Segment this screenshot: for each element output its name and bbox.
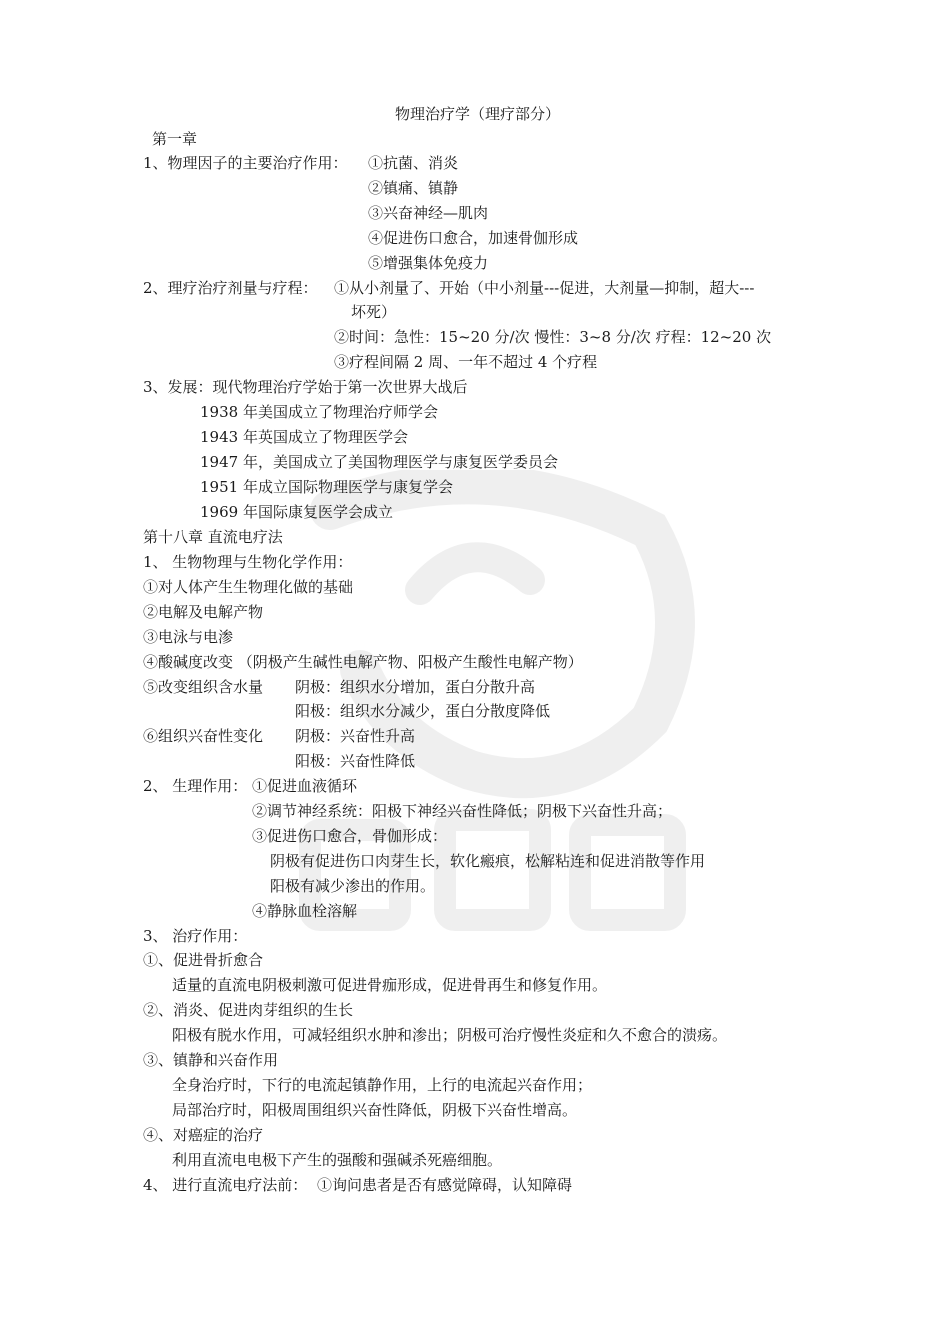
ch18-s3-text: 全身治疗时，下行的电流起镇静作用，上行的电流起兴奋作用； xyxy=(172,1076,593,1094)
ch18-s1-item: ①对人体产生生物理化做的基础 xyxy=(143,578,354,596)
ch18-s1-subitem: 阳极：兴奋性降低 xyxy=(295,752,416,770)
ch18-s3-heading: ④、对癌症的治疗 xyxy=(143,1126,264,1144)
ch18-s2-subitem: 阳极有减少渗出的作用。 xyxy=(270,877,436,895)
ch18-section-4-label: 4、 进行直流电疗法前： xyxy=(143,1176,308,1194)
ch18-s2-item: ②调节神经系统：阳极下神经兴奋性降低；阴极下兴奋性升高； xyxy=(252,802,673,820)
ch18-section-3-label: 3、 治疗作用： xyxy=(143,927,248,945)
ch1-s3-item: 1943 年英国成立了物理医学会 xyxy=(200,428,408,446)
ch1-s3-item: 1951 年成立国际物理医学与康复学会 xyxy=(200,478,453,496)
ch18-section-1-label: 1、 生物物理与生物化学作用： xyxy=(143,553,353,571)
chapter-1-heading: 第一章 xyxy=(152,130,198,148)
chapter-18-heading: 第十八章 直流电疗法 xyxy=(143,528,283,546)
ch18-section-2-label: 2、 生理作用： xyxy=(143,777,248,795)
ch18-s2-item: ①促进血液循环 xyxy=(252,777,358,795)
ch18-s3-text: 适量的直流电阴极刺激可促进骨痂形成，促进骨再生和修复作用。 xyxy=(172,976,608,994)
ch18-s1-item: ④酸碱度改变 （阴极产生碱性电解产物、阳极产生酸性电解产物） xyxy=(143,653,583,671)
page-title: 物理治疗学（理疗部分） xyxy=(395,105,561,123)
ch18-s2-item: ④静脉血栓溶解 xyxy=(252,902,358,920)
ch18-s3-text: 利用直流电电极下产生的强酸和强碱杀死癌细胞。 xyxy=(172,1151,503,1169)
ch1-section-3-label: 3、发展：现代物理治疗学始于第一次世界大战后 xyxy=(143,378,468,396)
ch1-s1-item: ⑤增强集体免疫力 xyxy=(368,254,489,272)
ch18-s1-item: ②电解及电解产物 xyxy=(143,603,264,621)
ch18-s3-text: 阳极有脱水作用，可减轻组织水肿和渗出；阴极可治疗慢性炎症和久不愈合的溃疡。 xyxy=(172,1026,728,1044)
ch1-s1-item: ③兴奋神经—肌肉 xyxy=(368,204,489,222)
ch1-section-1-label: 1、物理因子的主要治疗作用： xyxy=(143,154,348,172)
ch18-s3-text: 局部治疗时，阳极周围组织兴奋性降低，阴极下兴奋性增高。 xyxy=(172,1101,578,1119)
ch18-s1-subitem: 阴极：兴奋性升高 xyxy=(295,727,416,745)
ch1-s1-item: ②镇痛、镇静 xyxy=(368,179,459,197)
ch18-s4-item: ①询问患者是否有感觉障碍，认知障碍 xyxy=(317,1176,573,1194)
ch1-s1-item: ①抗菌、消炎 xyxy=(368,154,459,172)
ch1-s1-item: ④促进伤口愈合，加速骨伽形成 xyxy=(368,229,579,247)
ch18-s1-item: ③电泳与电渗 xyxy=(143,628,234,646)
ch18-s2-subitem: 阴极有促进伤口肉芽生长，软化瘢痕，松解粘连和促进消散等作用 xyxy=(270,852,706,870)
ch1-s2-item: ①从小剂量了、开始（中小剂量---促进，大剂量—抑制，超大--- xyxy=(334,279,755,297)
ch18-s3-heading: ②、消炎、促进肉芽组织的生长 xyxy=(143,1001,354,1019)
ch1-section-2-label: 2、理疗治疗剂量与疗程： xyxy=(143,279,318,297)
ch18-s2-item: ③促进伤口愈合，骨伽形成： xyxy=(252,827,448,845)
ch1-s2-item: ③疗程间隔 2 周、一年不超过 4 个疗程 xyxy=(334,353,598,371)
ch1-s3-item: 1947 年，美国成立了美国物理医学与康复医学委员会 xyxy=(200,453,558,471)
ch1-s3-item: 1969 年国际康复医学会成立 xyxy=(200,503,393,521)
ch18-s1-subitem: 阴极：组织水分增加，蛋白分散升高 xyxy=(295,678,536,696)
ch18-s3-heading: ①、促进骨折愈合 xyxy=(143,951,264,969)
ch1-s2-item: ②时间：急性：15~20 分/次 慢性：3~8 分/次 疗程：12~20 次 xyxy=(334,328,772,346)
ch18-s3-heading: ③、镇静和兴奋作用 xyxy=(143,1051,279,1069)
ch18-s1-item: ⑤改变组织含水量 xyxy=(143,678,264,696)
ch18-s1-item: ⑥组织兴奋性变化 xyxy=(143,727,264,745)
ch18-s1-subitem: 阳极：组织水分减少，蛋白分散度降低 xyxy=(295,702,551,720)
ch1-s2-item: 坏死） xyxy=(351,303,397,321)
ch1-s3-item: 1938 年美国成立了物理治疗师学会 xyxy=(200,403,438,421)
